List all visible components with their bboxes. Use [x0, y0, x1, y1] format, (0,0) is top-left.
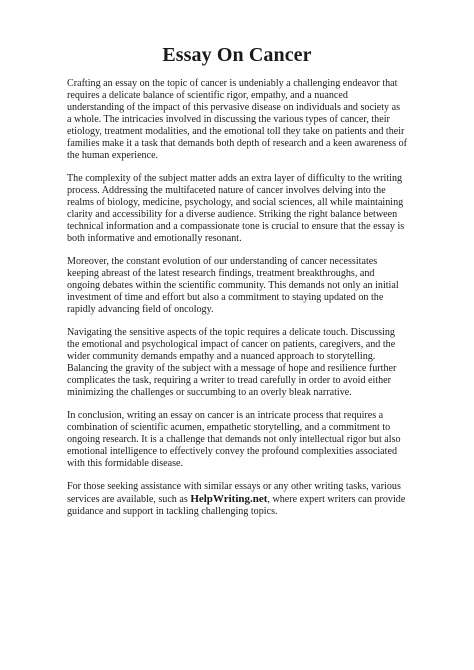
brand-name: HelpWriting.net — [190, 493, 268, 505]
paragraph-intro: Crafting an essay on the topic of cancer is undeniably a challenging endeavor that requires a delicate balance of scientific rigor, empathy, and a nuanced understanding of the impact of this pervasive disease on individuals and society as a whole. The intricacies involved in discussing the various types of cancer, their etiology, treatment modalities, and the emotional toll they take on patients and their families make it a task that demands both depth of research and a keen awareness of the human experience. — [67, 78, 407, 161]
closing-text-before: For those seeking assistance with similar essays or any other writing tasks, various services are available, such as — [67, 481, 401, 505]
closing-text-after: , where expert writers can provide guidance and support in tackling challenging topics. — [67, 494, 406, 517]
paragraph-closing — [67, 481, 407, 518]
paragraph-conclusion: In conclusion, writing an essay on cancer is an intricate process that requires a combination of scientific acumen, empathetic storytelling, and a commitment to ongoing research. It is a challenge that demands not only intellectual rigor but also emotional intelligence to effectively convey the profound complexities associated with this formidable disease. — [67, 410, 401, 469]
paragraph-sensitivity: Navigating the sensitive aspects of the topic requires a delicate touch. Discussing the emotional and psychological impact of cancer on patients, caregivers, and the wider community demands empathy and a nuanced approach to storytelling. Balancing the gravity of the subject with a message of hope and resilience further complicates the task, requiring a writer to tread carefully in order to avoid either minimizing the challenges or succumbing to an overly bleak narrative. — [67, 327, 397, 398]
page-title: Essay On Cancer — [162, 44, 312, 66]
paragraph-evolution: Moreover, the constant evolution of our understanding of cancer necessitates keeping abreast of the latest research findings, treatment breakthroughs, and ongoing debates within the scientific community. This demands not only an initial investment of time and effort but also a commitment to staying updated on the rapidly advancing field of oncology. — [67, 256, 399, 315]
paragraph-complexity: The complexity of the subject matter adds an extra layer of difficulty to the writing process. Addressing the multifaceted nature of cancer involves delving into the realms of biology, medicine, psychology, and social sciences, all while maintaining clarity and accessibility for a diverse audience. Striking the right balance between technical information and a compassionate tone is crucial to ensure that the essay is both informative and emotionally resonant. — [67, 173, 405, 244]
